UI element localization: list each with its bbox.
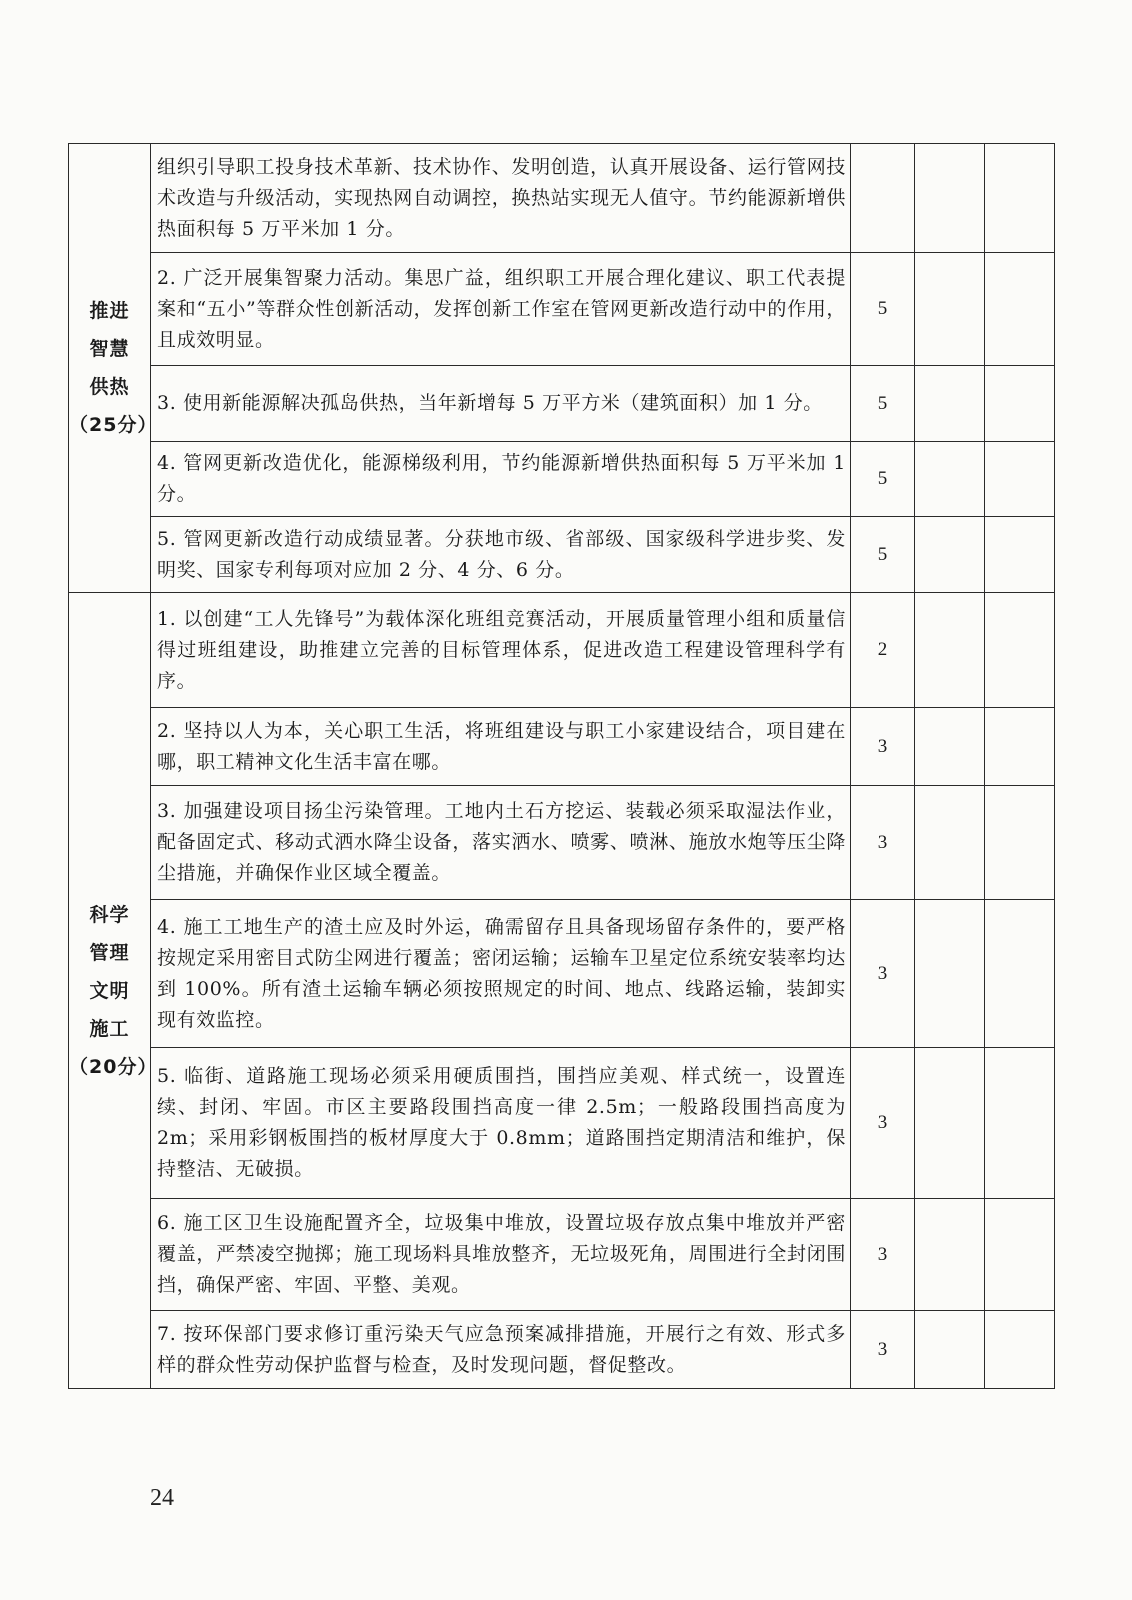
criterion-text: 2. 坚持以人为本，关心职工生活，将班组建设与职工小家建设结合，项目建在哪，职工精神文化生活丰富在哪。 — [151, 708, 851, 786]
blank-cell — [985, 1048, 1055, 1199]
assessment-table — [68, 143, 1055, 1389]
blank-cell — [915, 593, 985, 708]
table-row — [69, 253, 1055, 366]
score-cell: 3 — [851, 1311, 915, 1389]
blank-cell — [985, 144, 1055, 253]
blank-cell — [985, 517, 1055, 593]
category-cell — [69, 144, 158, 593]
criterion-text: 5. 临街、道路施工现场必须采用硬质围挡，围挡应美观、样式统一，设置连续、封闭、牢固。市区主要路段围挡高度一律 2.5m；一般路段围挡高度为 2m；采用彩钢板围挡的板材厚度大于 0.8mm；道路围挡定期清洁和维护，保持整洁、无破损。 — [151, 1048, 851, 1199]
score-cell: 5 — [851, 366, 915, 442]
blank-cell — [915, 900, 985, 1048]
criterion-text: 3. 使用新能源解决孤岛供热，当年新增每 5 万平方米（建筑面积）加 1 分。 — [151, 366, 851, 442]
blank-cell — [915, 1311, 985, 1389]
table-row — [69, 517, 1055, 593]
category-points: （25分） — [69, 414, 158, 436]
blank-cell — [985, 366, 1055, 442]
blank-cell — [915, 144, 985, 253]
table-row — [69, 366, 1055, 442]
category-line: 智慧 — [89, 338, 130, 360]
score-cell: 5 — [851, 442, 915, 517]
blank-cell — [985, 1311, 1055, 1389]
criterion-text: 6. 施工区卫生设施配置齐全，垃圾集中堆放，设置垃圾存放点集中堆放并严密覆盖，严禁凌空抛掷；施工现场料具堆放整齐，无垃圾死角，周围进行全封闭围挡，确保严密、牢固、平整、美观。 — [151, 1199, 851, 1311]
table-row — [69, 442, 1055, 517]
table-row — [69, 144, 1055, 253]
table-row — [69, 1199, 1055, 1311]
blank-cell — [985, 593, 1055, 708]
blank-cell — [915, 1048, 985, 1199]
criterion-text: 7. 按环保部门要求修订重污染天气应急预案减排措施，开展行之有效、形式多样的群众性劳动保护监督与检查，及时发现问题，督促整改。 — [151, 1311, 851, 1389]
blank-cell — [915, 708, 985, 786]
blank-cell — [985, 253, 1055, 366]
page-number: 24 — [150, 1485, 174, 1511]
blank-cell — [985, 900, 1055, 1048]
category-cell — [69, 593, 158, 1389]
score-cell: 5 — [851, 517, 915, 593]
blank-cell — [915, 366, 985, 442]
category-line: 文明 — [89, 979, 130, 1002]
score-cell — [851, 144, 915, 253]
category-line: 科学 — [89, 903, 130, 926]
category-points: （20分） — [69, 1055, 158, 1078]
table-row — [69, 1048, 1055, 1199]
score-cell: 2 — [851, 593, 915, 708]
score-cell: 3 — [851, 786, 915, 900]
criterion-text: 1. 以创建“工人先锋号”为载体深化班组竞赛活动，开展质量管理小组和质量信得过班组建设，助推建立完善的目标管理体系，促进改造工程建设管理科学有序。 — [151, 593, 851, 708]
blank-cell — [915, 253, 985, 366]
category-line: 管理 — [89, 941, 130, 964]
table-row — [69, 786, 1055, 900]
criterion-text: 4. 施工工地生产的渣土应及时外运，确需留存且具备现场留存条件的，要严格按规定采用密目式防尘网进行覆盖；密闭运输；运输车卫星定位系统安装率均达到 100%。所有渣土运输车辆必须按照规定的时间、地点、线路运输，装卸实现有效监控。 — [151, 900, 851, 1048]
blank-cell — [915, 517, 985, 593]
criterion-text: 3. 加强建设项目扬尘污染管理。工地内土石方挖运、装载必须采取湿法作业，配备固定式、移动式洒水降尘设备，落实洒水、喷雾、喷淋、施放水炮等压尘降尘措施，并确保作业区域全覆盖。 — [151, 786, 851, 900]
table-row — [69, 593, 1055, 708]
criterion-text: 4. 管网更新改造优化，能源梯级利用，节约能源新增供热面积每 5 万平米加 1 分。 — [151, 442, 851, 517]
category-line: 施工 — [89, 1017, 130, 1040]
table-row — [69, 708, 1055, 786]
category-line: 推进 — [89, 300, 130, 322]
table-row — [69, 1311, 1055, 1389]
blank-cell — [915, 786, 985, 900]
blank-cell — [985, 708, 1055, 786]
score-cell: 3 — [851, 900, 915, 1048]
score-cell: 3 — [851, 708, 915, 786]
blank-cell — [985, 1199, 1055, 1311]
criterion-text: 5. 管网更新改造行动成绩显著。分获地市级、省部级、国家级科学进步奖、发明奖、国家专利每项对应加 2 分、4 分、6 分。 — [151, 517, 851, 593]
score-cell: 3 — [851, 1048, 915, 1199]
score-cell: 5 — [851, 253, 915, 366]
blank-cell — [985, 442, 1055, 517]
score-cell: 3 — [851, 1199, 915, 1311]
blank-cell — [985, 786, 1055, 900]
criterion-text: 组织引导职工投身技术革新、技术协作、发明创造，认真开展设备、运行管网技术改造与升级活动，实现热网自动调控，换热站实现无人值守。节约能源新增供热面积每 5 万平米加 1 分。 — [151, 144, 851, 253]
criterion-text: 2. 广泛开展集智聚力活动。集思广益，组织职工开展合理化建议、职工代表提案和“五小”等群众性创新活动，发挥创新工作室在管网更新改造行动中的作用，且成效明显。 — [151, 253, 851, 366]
category-line: 供热 — [89, 376, 130, 398]
table-row — [69, 900, 1055, 1048]
blank-cell — [915, 1199, 985, 1311]
blank-cell — [915, 442, 985, 517]
